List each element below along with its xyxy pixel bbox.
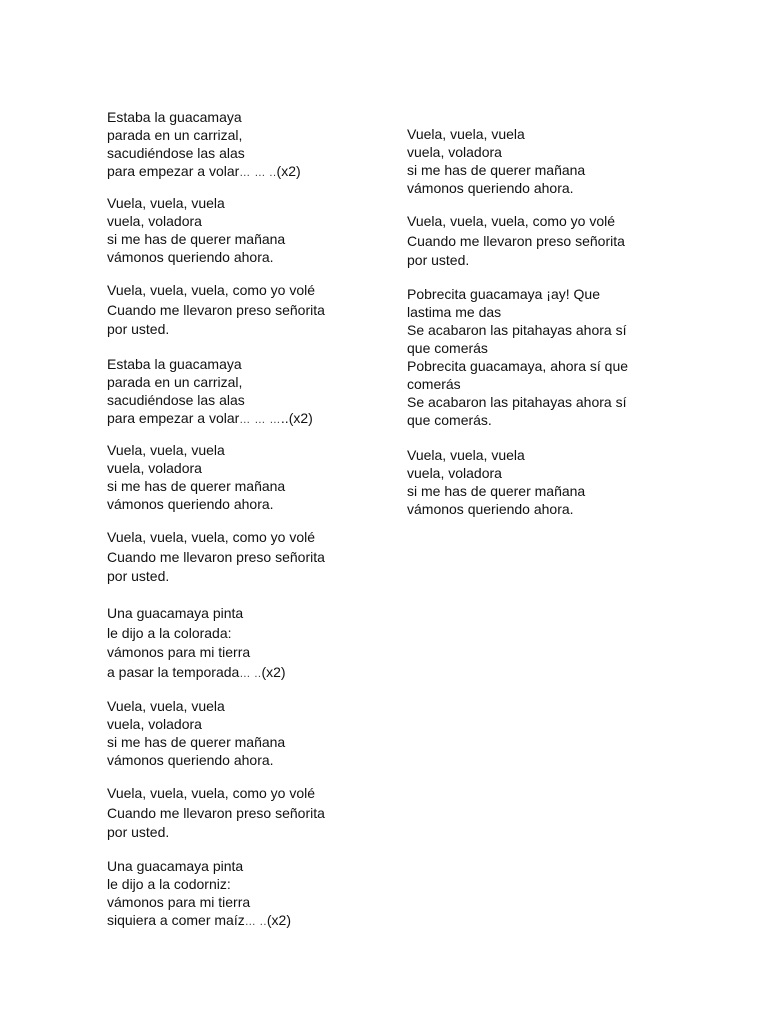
lyric-line: sacudiéndose las alas	[107, 145, 245, 161]
lyric-line: si me has de querer mañana	[407, 483, 586, 499]
stanza	[107, 441, 367, 513]
repeat-marker: (x2)	[276, 163, 301, 179]
lyric-line: Cuando me llevaron preso señorita	[107, 804, 325, 821]
lyric-line: parada en un carrizal,	[107, 127, 243, 143]
lyric-text: para empezar a volar	[107, 410, 240, 426]
lyric-line	[107, 409, 367, 429]
lyric-line: Vuela, vuela, vuela, como yo volé	[407, 213, 616, 229]
lyric-line: Vuela, vuela, vuela	[407, 447, 525, 463]
stanza	[107, 604, 367, 684]
repeat-marker: ..(x2)	[280, 410, 313, 426]
ellipsis: … … …	[239, 414, 281, 426]
ellipsis: … … ..	[239, 167, 277, 179]
lyric-line: que comerás.	[407, 412, 492, 428]
lyric-line: vámonos para mi tierra	[107, 644, 251, 660]
stanza	[107, 281, 367, 340]
stanza	[407, 212, 657, 271]
lyric-line: Pobrecita guacamaya ¡ay! Que	[407, 286, 600, 302]
stanza	[107, 697, 367, 769]
stanza	[407, 125, 657, 197]
lyric-line: Pobrecita guacamaya, ahora sí que	[407, 358, 629, 374]
lyric-line: Estaba la guacamaya	[107, 109, 242, 125]
lyric-line: Se acabaron las pitahayas ahora sí	[407, 322, 627, 338]
stanza	[407, 285, 657, 429]
lyric-line: por usted.	[107, 321, 170, 337]
lyric-line: por usted.	[107, 824, 170, 840]
lyric-line	[107, 911, 367, 931]
lyric-line: sacudiéndose las alas	[107, 392, 245, 408]
lyric-line: le dijo a la codorniz:	[107, 876, 231, 892]
ellipsis: … ..	[244, 916, 267, 928]
lyric-line: vuela, voladora	[107, 716, 202, 732]
lyric-line: vuela, voladora	[107, 213, 202, 229]
lyric-line: vámonos queriendo ahora.	[407, 501, 574, 517]
lyric-line: si me has de querer mañana	[107, 734, 286, 750]
lyric-line: vámonos queriendo ahora.	[107, 249, 274, 265]
stanza	[107, 108, 367, 182]
stanza	[107, 784, 367, 843]
lyric-line: vámonos para mi tierra	[107, 894, 251, 910]
lyric-line	[107, 663, 367, 685]
lyric-line: le dijo a la colorada:	[107, 624, 232, 641]
lyric-line: lastima me das	[407, 304, 502, 320]
lyric-line: Una guacamaya pinta	[107, 858, 244, 874]
lyric-line: Cuando me llevaron preso señorita	[107, 548, 325, 565]
stanza	[107, 194, 367, 266]
lyric-line: Una guacamaya pinta	[107, 605, 244, 621]
lyric-line: por usted.	[107, 568, 170, 584]
lyric-line: vámonos queriendo ahora.	[107, 752, 274, 768]
lyric-text: a pasar la temporada	[107, 663, 240, 680]
lyric-line: parada en un carrizal,	[107, 374, 243, 390]
lyric-line	[107, 162, 367, 182]
lyric-line: comerás	[407, 376, 461, 392]
lyric-line: Vuela, vuela, vuela, como yo volé	[107, 282, 316, 298]
lyric-line: vuela, voladora	[407, 465, 502, 481]
lyric-line: Estaba la guacamaya	[107, 356, 242, 372]
lyric-line: por usted.	[407, 252, 470, 268]
lyric-line: si me has de querer mañana	[107, 231, 286, 247]
lyric-line: vuela, voladora	[407, 144, 502, 160]
lyric-line: vámonos queriendo ahora.	[407, 180, 574, 196]
stanza	[107, 528, 367, 587]
lyric-line: si me has de querer mañana	[407, 162, 586, 178]
lyric-line: Vuela, vuela, vuela, como yo volé	[107, 785, 316, 801]
lyric-line: vámonos queriendo ahora.	[107, 496, 274, 512]
lyric-line: Vuela, vuela, vuela	[107, 442, 225, 458]
lyric-line: Vuela, vuela, vuela	[107, 698, 225, 714]
ellipsis: … ..	[239, 667, 262, 680]
lyric-line: Se acabaron las pitahayas ahora sí	[407, 394, 627, 410]
lyric-line: vuela, voladora	[107, 460, 202, 476]
lyric-line: Cuando me llevaron preso señorita	[407, 232, 625, 249]
lyric-line: si me has de querer mañana	[107, 478, 286, 494]
lyric-text: para empezar a volar	[107, 163, 240, 179]
lyric-line: que comerás	[407, 340, 488, 356]
lyric-line: Vuela, vuela, vuela	[407, 126, 525, 142]
stanza	[407, 446, 657, 518]
lyric-line: Vuela, vuela, vuela	[107, 195, 225, 211]
stanza	[107, 355, 367, 429]
repeat-marker: (x2)	[266, 912, 292, 928]
lyric-text: siquiera a comer maíz	[107, 912, 245, 928]
lyric-line: Vuela, vuela, vuela, como yo volé	[107, 529, 316, 545]
lyric-line: Cuando me llevaron preso señorita	[107, 301, 325, 318]
repeat-marker: (x2)	[261, 663, 286, 680]
stanza	[107, 857, 367, 931]
